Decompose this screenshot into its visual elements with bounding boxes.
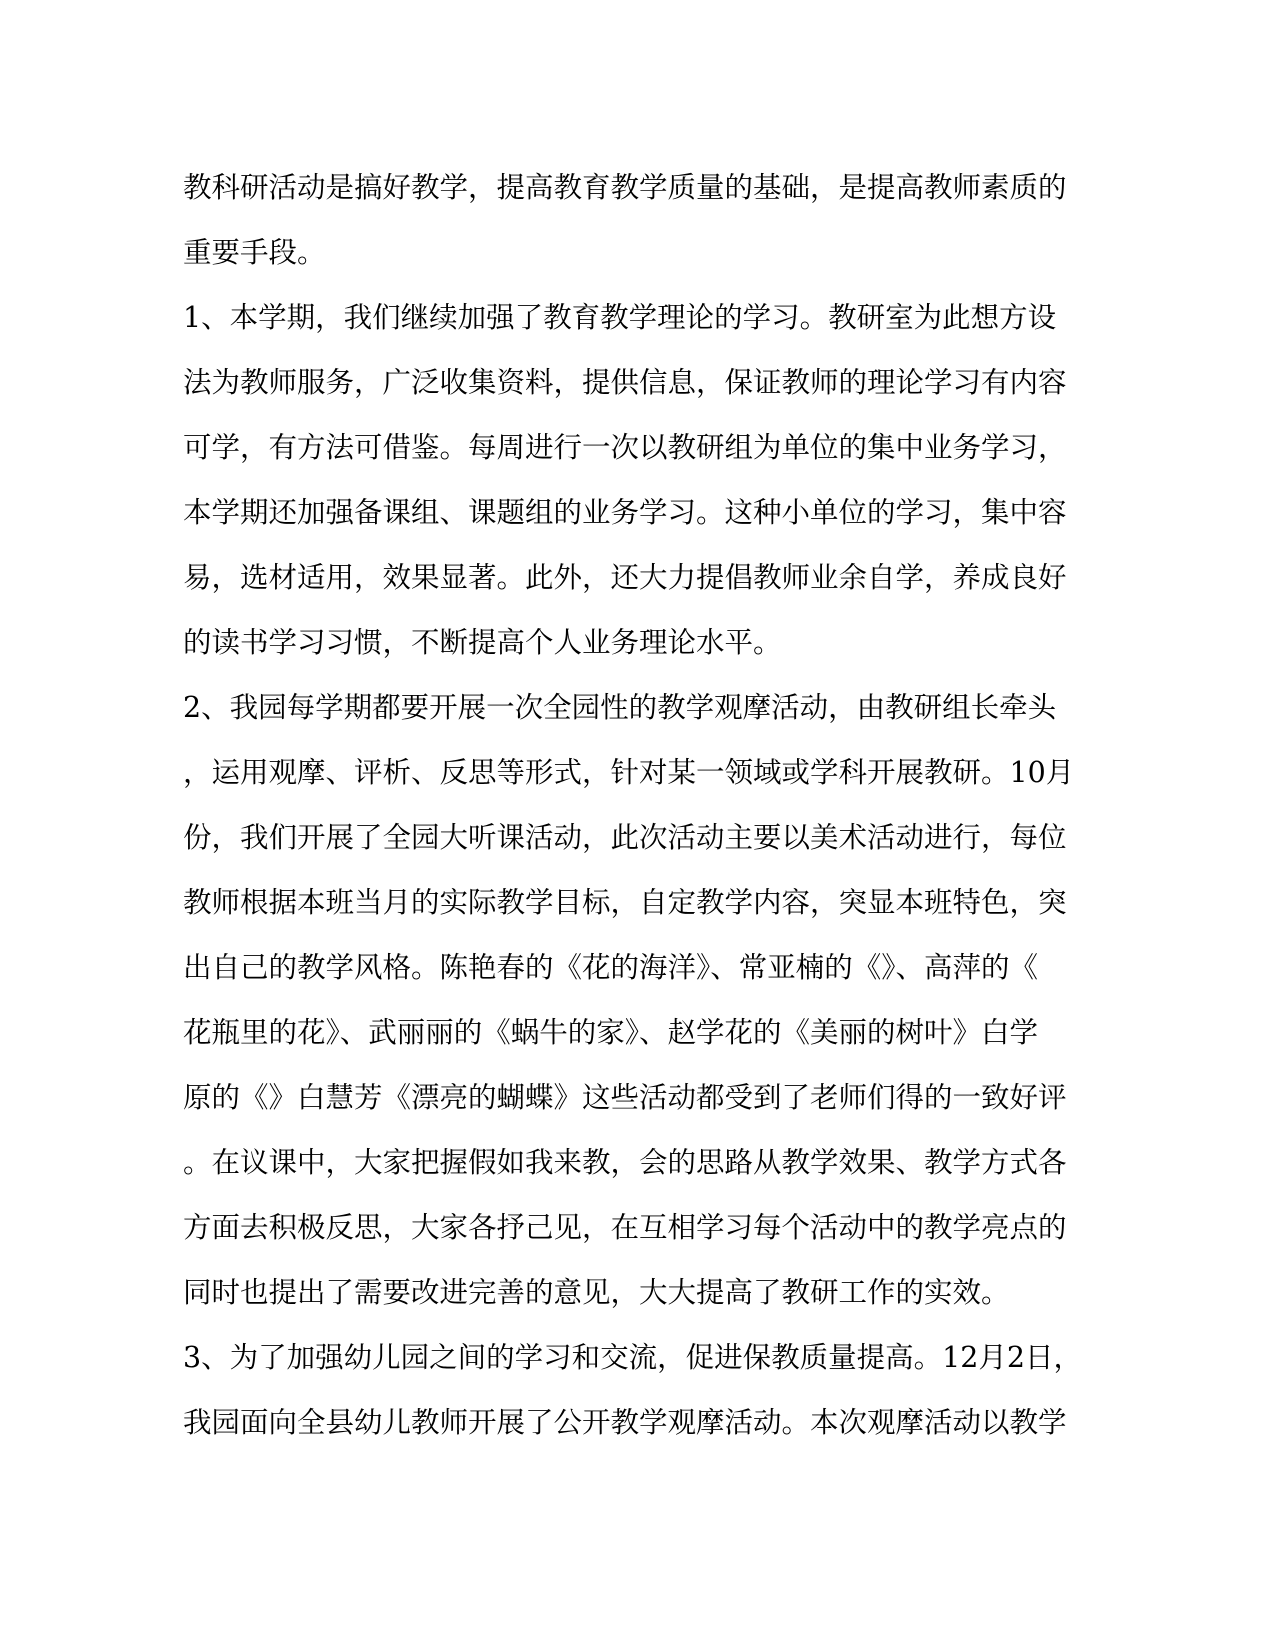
document-body <box>183 155 1093 1455</box>
text-line: 教师根据本班当月的实际教学目标，自定教学内容，突显本班特色，突 <box>183 886 1067 919</box>
text-line: 易，选材适用，效果显著。此外，还大力提倡教师业余自学，养成良好 <box>183 561 1067 594</box>
text-line: 本学期还加强备课组、课题组的业务学习。这种小单位的学习，集中容 <box>183 496 1067 529</box>
text-line: 同时也提出了需要改进完善的意见，大大提高了教研工作的实效。 <box>183 1276 1010 1309</box>
text-line: 花瓶里的花》、武丽丽的《蜗牛的家》、赵学花的《美丽的树叶》白学 <box>183 1016 1039 1049</box>
text-line: ，运用观摩、评析、反思等形式，针对某一领域或学科开展教研。10月 <box>183 756 1075 789</box>
text-line: 份，我们开展了全园大听课活动，此次活动主要以美术活动进行，每位 <box>183 821 1067 854</box>
text-line: 重要手段。 <box>183 236 326 269</box>
text-line: 可学，有方法可借鉴。每周进行一次以教研组为单位的集中业务学习， <box>183 431 1067 464</box>
text-line: 3、为了加强幼儿园之间的学习和交流，促进保教质量提高。12月2日， <box>183 1341 1083 1374</box>
text-line: 出自己的教学风格。陈艳春的《花的海洋》、常亚楠的《》、高萍的《 <box>183 951 1039 984</box>
text-line: 方面去积极反思，大家各抒己见，在互相学习每个活动中的教学亮点的 <box>183 1211 1067 1244</box>
text-line: 2、我园每学期都要开展一次全园性的教学观摩活动，由教研组长牵头 <box>183 691 1057 724</box>
text-line: 法为教师服务，广泛收集资料，提供信息，保证教师的理论学习有内容 <box>183 366 1067 399</box>
text-line: 。在议课中，大家把握假如我来教，会的思路从教学效果、教学方式各 <box>183 1146 1067 1179</box>
text-line: 教科研活动是搞好教学，提高教育教学质量的基础，是提高教师素质的 <box>183 171 1067 204</box>
text-line: 的读书学习习惯，不断提高个人业务理论水平。 <box>183 626 782 659</box>
text-line: 我园面向全县幼儿教师开展了公开教学观摩活动。本次观摩活动以教学 <box>183 1406 1067 1439</box>
text-line: 1、本学期，我们继续加强了教育教学理论的学习。教研室为此想方设 <box>183 301 1057 334</box>
text-line: 原的《》白慧芳《漂亮的蝴蝶》这些活动都受到了老师们得的一致好评 <box>183 1081 1067 1114</box>
